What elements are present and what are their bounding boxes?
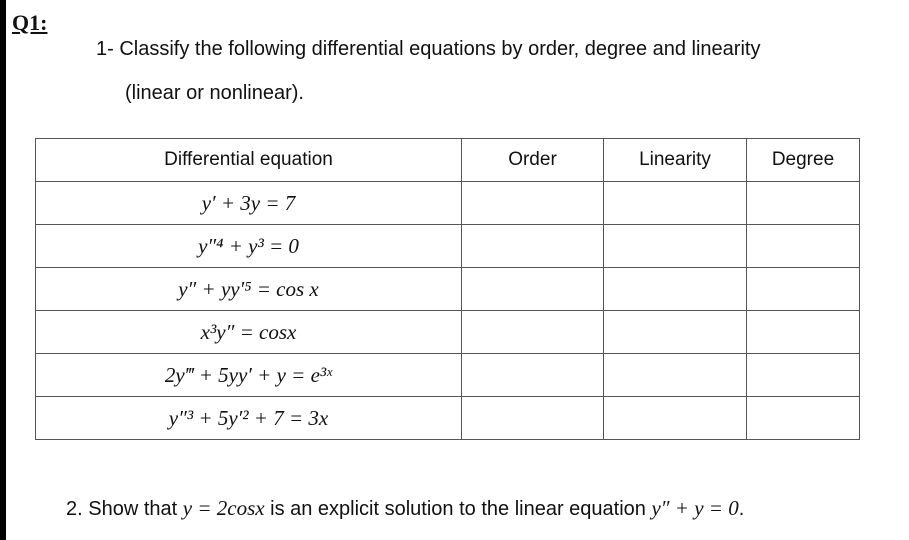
equation-cell: y′ + 3y = 7 (36, 182, 462, 225)
linearity-cell[interactable] (604, 225, 747, 268)
question-2-equation-expression: y″ + y = 0 (651, 496, 739, 520)
order-cell[interactable] (462, 268, 604, 311)
equation-cell: 2y‴ + 5yy′ + y = e³ˣ (36, 354, 462, 397)
question-label: Q1: (12, 10, 48, 35)
equation-cell: x³y″ = cosx (36, 311, 462, 354)
linearity-cell[interactable] (604, 311, 747, 354)
degree-cell[interactable] (747, 225, 860, 268)
classification-table (35, 138, 860, 440)
linearity-cell[interactable] (604, 354, 747, 397)
question-1-text-line-1: 1- Classify the following differential equations by order, degree and linearity (96, 38, 761, 60)
order-cell[interactable] (462, 225, 604, 268)
question-2-suffix: . (738, 498, 745, 520)
equation-cell: y″⁴ + y³ = 0 (36, 225, 462, 268)
degree-cell[interactable] (747, 354, 860, 397)
degree-cell[interactable] (747, 311, 860, 354)
header-order: Order (462, 139, 604, 182)
question-2-text (66, 496, 744, 521)
question-1-text-line-2: (linear or nonlinear). (125, 82, 304, 104)
linearity-cell[interactable] (604, 397, 747, 440)
table-row (36, 311, 860, 354)
table-row (36, 397, 860, 440)
question-2-prefix: 2. Show that (66, 498, 183, 520)
header-degree: Degree (747, 139, 860, 182)
order-cell[interactable] (462, 397, 604, 440)
question-2-solution-expression: y = 2cosx (182, 496, 265, 520)
order-cell[interactable] (462, 354, 604, 397)
table-row (36, 354, 860, 397)
header-differential-equation: Differential equation (36, 139, 462, 182)
order-cell[interactable] (462, 311, 604, 354)
left-margin-bar (0, 0, 6, 540)
table-header-row (36, 139, 860, 182)
degree-cell[interactable] (747, 268, 860, 311)
linearity-cell[interactable] (604, 268, 747, 311)
linearity-cell[interactable] (604, 182, 747, 225)
degree-cell[interactable] (747, 397, 860, 440)
equation-cell: y″³ + 5y′² + 7 = 3x (36, 397, 462, 440)
table-row (36, 182, 860, 225)
table-row (36, 268, 860, 311)
equation-cell: y″ + yy′⁵ = cos x (36, 268, 462, 311)
question-2-middle: is an explicit solution to the linear equation (264, 498, 652, 520)
table-row (36, 225, 860, 268)
order-cell[interactable] (462, 182, 604, 225)
degree-cell[interactable] (747, 182, 860, 225)
header-linearity: Linearity (604, 139, 747, 182)
